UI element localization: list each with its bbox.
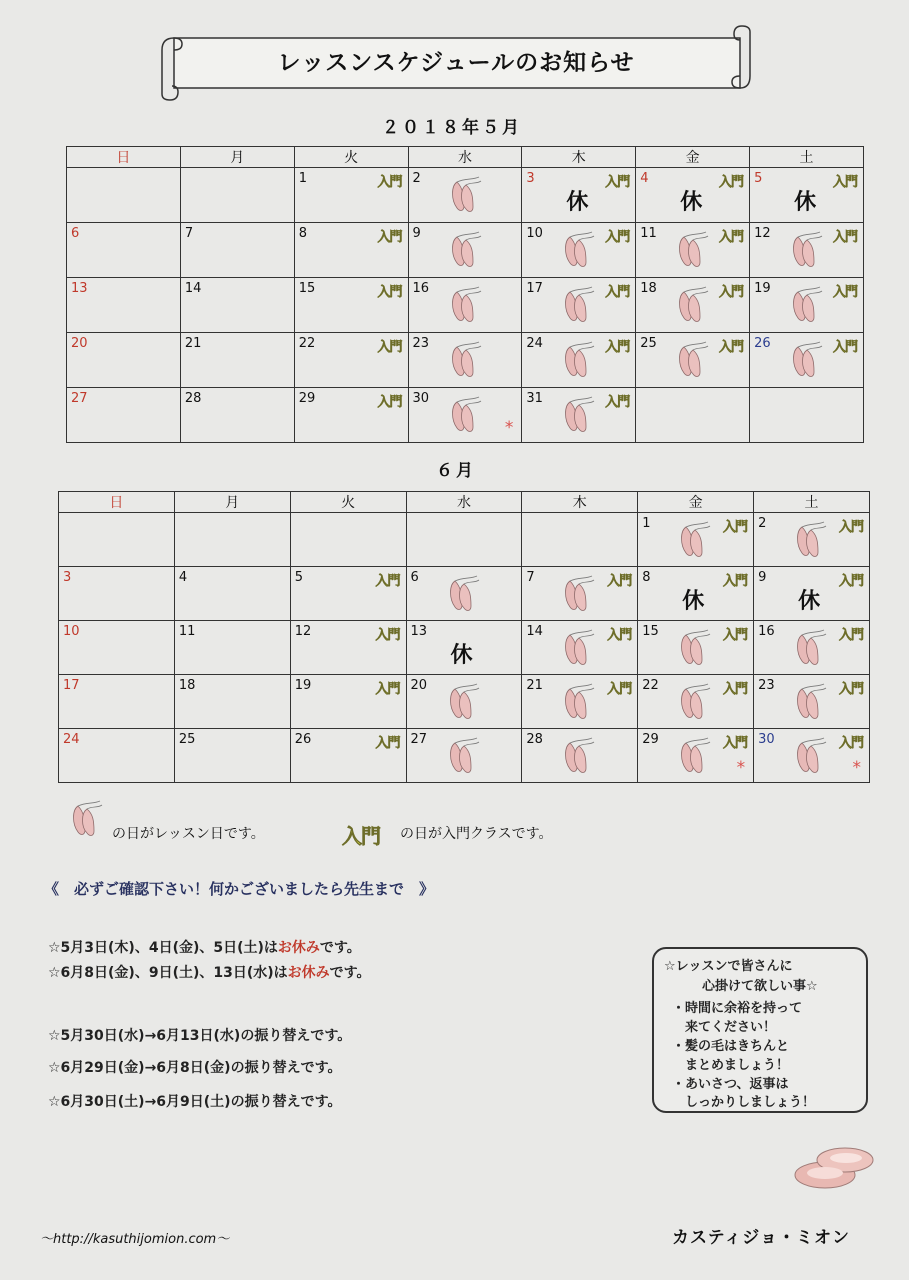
calendar-day-cell [638,513,754,567]
beginner-class-badge: 入門 [605,175,630,190]
calendar-empty-cell [174,513,290,567]
closure-suffix: です。 [329,965,371,981]
weekday-header: 木 [522,147,636,168]
ballet-shoe-icon [790,341,824,379]
weekday-header: 月 [174,492,290,513]
beginner-class-badge: 入門 [723,736,748,751]
calendar-day-cell [67,388,181,443]
beginner-class-badge: 入門 [838,682,863,697]
day-number: 19 [294,678,312,693]
calendar-day-cell [406,675,522,729]
lesson-day-marker [562,737,596,779]
lesson-day-marker [562,341,596,383]
lesson-day-marker [678,629,712,671]
beginner-class-badge: 入門 [377,340,402,355]
lesson-day-marker [447,575,481,617]
calendar-day-cell [290,621,406,675]
day-number: 3 [526,171,535,186]
calendar-day-cell [638,567,754,621]
calendar-day-cell [67,333,181,388]
beginner-class-badge: 入門 [719,175,744,190]
closed-day-mark: 休 [680,190,703,215]
signature: カスティジョ・ミオン [672,1228,850,1248]
calendar-day-cell [180,223,294,278]
may-calendar [66,146,864,443]
beginner-class-badge: 入門 [723,520,748,535]
calendar-day-cell [290,729,406,783]
makeup-day-mark: * [504,418,514,438]
day-number: 10 [63,624,80,639]
beginner-class-badge: 入門 [723,682,748,697]
legend-lesson-text: の日がレッスン日です。 [112,826,265,842]
makeup-line: ☆6月29日(金)→6月8日(金)の振り替えです。 [48,1060,342,1076]
beginner-class-badge: 入門 [607,574,632,589]
ballet-shoe-icon [790,231,824,269]
lesson-day-marker [562,231,596,273]
tips-item: しっかりしましょう！ [672,1095,816,1110]
may-calendar-heading: ２０１８年５月 [382,118,522,138]
closure-suffix: です。 [319,940,361,956]
weekday-header: 月 [180,147,294,168]
day-number: 1 [642,516,651,531]
lesson-day-marker [678,737,712,779]
calendar-day-cell [290,675,406,729]
calendar-day-cell [754,675,870,729]
calendar-day-cell [522,168,636,223]
ballet-shoe-icon [562,341,596,379]
calendar-empty-cell [750,388,864,443]
closure-highlight: お休み [287,965,330,981]
calendar-day-cell [294,168,408,223]
calendar-day-cell [522,278,636,333]
ballet-shoe-icon [449,231,483,269]
day-number: 26 [294,732,312,747]
calendar-day-cell [522,621,638,675]
tips-heading: ☆レッスンで皆さんに [664,959,793,974]
lesson-day-marker [562,629,596,671]
calendar-day-cell [408,223,522,278]
calendar-day-cell [406,567,522,621]
ballet-shoe-icon [562,737,596,775]
ballet-shoe-icon [790,286,824,324]
calendar-day-cell [174,675,290,729]
tips-box [652,947,868,1113]
day-number: 21 [526,678,543,693]
calendar-day-cell [294,278,408,333]
day-number: 14 [526,624,543,639]
ballet-shoe-icon [449,341,483,379]
day-number: 22 [642,678,659,693]
beginner-class-badge: 入門 [723,628,748,643]
calendar-day-cell [180,388,294,443]
weekday-header: 土 [754,492,870,513]
ballet-shoe-icon [562,231,596,269]
ballet-shoe-icon [449,176,483,214]
calendar-day-cell [59,567,175,621]
ballet-shoe-icon [678,683,712,721]
lesson-day-marker [794,521,828,563]
day-number: 30 [412,391,430,406]
day-number: 1 [298,171,307,186]
beginner-class-badge: 入門 [607,682,632,697]
day-number: 19 [754,281,771,296]
day-number: 15 [642,624,659,639]
day-number: 25 [178,732,196,747]
day-number: 23 [412,336,430,351]
calendar-empty-cell [59,513,175,567]
weekday-header: 火 [294,147,408,168]
ballet-shoe-icon [676,231,710,269]
calendar-empty-cell [290,513,406,567]
closed-day-mark: 休 [794,190,817,215]
day-number: 4 [640,171,649,186]
lesson-day-marker [449,341,483,383]
day-number: 3 [63,570,72,585]
day-number: 29 [642,732,659,747]
ballet-shoe-icon [678,521,712,559]
lesson-day-marker [447,737,481,779]
weekday-header: 火 [290,492,406,513]
calendar-day-cell [290,567,406,621]
weekday-header: 土 [750,147,864,168]
calendar-week-row [59,513,870,567]
ballet-shoe-icon [794,521,828,559]
weekday-header: 金 [636,147,750,168]
makeup-day-mark: * [852,758,861,778]
day-number: 18 [178,678,196,693]
calendar-day-cell [638,675,754,729]
calendar-day-cell [522,675,638,729]
weekday-header-row [67,147,864,168]
beginner-class-badge: 入門 [838,520,863,535]
calendar-day-cell [174,567,290,621]
calendar-day-cell [522,333,636,388]
ballet-shoe-icon [794,629,828,667]
beginner-class-badge: 入門 [375,574,400,589]
calendar-day-cell [408,333,522,388]
beginner-class-badge: 入門 [377,230,402,245]
day-number: 9 [758,570,767,585]
ballet-shoe-icon [678,737,712,775]
day-number: 30 [758,732,775,747]
lesson-day-marker [449,286,483,328]
tips-heading: 心掛けて欲しい事☆ [702,979,818,994]
beginner-class-badge: 入門 [719,285,744,300]
day-number: 12 [754,226,771,241]
lesson-day-marker [562,683,596,725]
day-number: 27 [410,732,428,747]
day-number: 2 [412,171,421,186]
day-number: 17 [526,281,543,296]
ballet-shoes-illustration-icon [790,1130,880,1200]
day-number: 4 [178,570,188,585]
weekday-header: 金 [638,492,754,513]
beginner-class-badge: 入門 [607,628,632,643]
beginner-class-badge: 入門 [605,230,630,245]
ballet-shoe-icon [447,737,481,775]
calendar-day-cell [294,388,408,443]
calendar-week-row [59,729,870,783]
weekday-header: 水 [408,147,522,168]
day-number: 2 [758,516,767,531]
weekday-header: 日 [59,492,175,513]
day-number: 25 [640,336,657,351]
calendar-day-cell [59,621,175,675]
calendar-day-cell [638,729,754,783]
day-number: 6 [410,570,419,585]
closure-line [48,962,371,982]
calendar-day-cell [754,513,870,567]
ballet-shoe-icon [676,286,710,324]
ballet-shoe-icon [562,683,596,721]
day-number: 10 [526,226,543,241]
calendar-week-row [67,333,864,388]
day-number: 20 [410,678,428,693]
calendar-day-cell [67,278,181,333]
ballet-shoe-icon [449,396,483,434]
notice-line: 《 必ずご確認下さい！何かございましたら先生まで 》 [44,880,435,898]
day-number: 13 [71,281,88,296]
lesson-day-marker [676,231,710,273]
day-number: 13 [410,624,428,639]
calendar-day-cell [522,223,636,278]
calendar-day-cell [67,223,181,278]
ballet-shoe-icon [562,396,596,434]
day-number: 24 [526,336,543,351]
calendar-day-cell [754,567,870,621]
page-title: レッスンスケジュールのお知らせ [277,50,635,76]
ballet-shoe-icon [676,341,710,379]
calendar-day-cell [406,729,522,783]
day-number: 28 [526,732,543,747]
calendar-day-cell [754,621,870,675]
beginner-class-badge: 入門 [375,628,400,643]
beginner-class-badge: 入門 [838,574,863,589]
beginner-class-badge: 入門 [375,682,400,697]
calendar-day-cell [750,223,864,278]
ballet-shoe-icon [562,575,596,613]
calendar-empty-cell [406,513,522,567]
tips-item: まとめましょう！ [672,1058,790,1073]
calendar-empty-cell [636,388,750,443]
lesson-day-marker [790,231,824,273]
calendar-day-cell [750,333,864,388]
lesson-day-marker [678,521,712,563]
lesson-day-marker [678,683,712,725]
day-number: 18 [640,281,657,296]
beginner-class-badge: 入門 [832,230,857,245]
calendar-week-row [67,278,864,333]
calendar-week-row [59,567,870,621]
day-number: 9 [412,226,421,241]
closed-day-mark: 休 [566,190,589,215]
decorative-shoes [790,1130,880,1204]
calendar-day-cell [522,729,638,783]
calendar-day-cell [638,621,754,675]
legend-lesson-icon [70,800,104,842]
beginner-class-badge: 入門 [838,736,863,751]
closure-text: ☆6月8日(金)、9日(土)、13日(水)は [48,965,288,981]
day-number: 16 [412,281,430,296]
calendar-day-cell [522,388,636,443]
calendar-week-row [59,621,870,675]
lesson-day-marker [447,683,481,725]
day-number: 14 [184,281,202,296]
calendar-day-cell [636,223,750,278]
makeup-line: ☆6月30日(土)→6月9日(土)の振り替えです。 [48,1094,342,1110]
day-number: 11 [178,624,196,639]
beginner-class-badge: 入門 [832,175,857,190]
beginner-class-badge: 入門 [723,574,748,589]
makeup-day-mark: * [736,758,746,778]
beginner-class-badge: 入門 [377,285,402,300]
ballet-shoe-icon [562,629,596,667]
day-number: 29 [298,391,316,406]
beginner-class-badge: 入門 [377,175,402,190]
day-number: 21 [184,336,202,351]
beginner-class-badge: 入門 [832,340,857,355]
closure-highlight: お休み [277,940,320,956]
beginner-class-badge: 入門 [605,285,630,300]
day-number: 7 [184,226,194,241]
lesson-day-marker [794,683,828,725]
calendar-day-cell [750,278,864,333]
day-number: 20 [71,336,88,351]
tips-item: ・時間に余裕を持って [672,1001,803,1016]
calendar-week-row [67,223,864,278]
beginner-class-badge: 入門 [719,230,744,245]
lesson-day-marker [562,286,596,328]
june-calendar-heading: ６月 [436,461,476,481]
title-banner [160,24,752,102]
day-number: 22 [298,336,316,351]
beginner-class-badge: 入門 [832,285,857,300]
calendar-day-cell [59,675,175,729]
day-number: 8 [642,570,651,585]
weekday-header: 日 [67,147,181,168]
calendar-day-cell [408,388,522,443]
tips-item: 来てください！ [672,1020,777,1035]
calendar-day-cell [408,168,522,223]
calendar-week-row [67,168,864,223]
calendar-day-cell [406,621,522,675]
lesson-day-marker [794,737,828,779]
beginner-class-badge: 入門 [375,736,400,751]
day-number: 26 [754,336,771,351]
day-number: 5 [294,570,303,585]
lesson-day-marker [794,629,828,671]
lesson-day-marker [676,341,710,383]
tips-item: ・あいさつ、返事は [672,1077,789,1092]
weekday-header-row [59,492,870,513]
ballet-shoe-icon [447,683,481,721]
ballet-shoe-icon [449,286,483,324]
day-number: 11 [640,226,657,241]
day-number: 24 [63,732,80,747]
legend-beginner-text: の日が入門クラスです。 [400,826,553,842]
day-number: 23 [758,678,775,693]
calendar-day-cell [750,168,864,223]
lesson-day-marker [449,176,483,218]
calendar-day-cell [522,567,638,621]
website-link[interactable]: ～http://kasuthijomion.com～ [40,1232,230,1247]
lesson-day-marker [790,341,824,383]
calendar-week-row [59,675,870,729]
calendar-day-cell [59,729,175,783]
calendar-day-cell [636,168,750,223]
calendar-empty-cell [180,168,294,223]
weekday-header: 木 [522,492,638,513]
ballet-shoe-icon [562,286,596,324]
tips-item: ・髪の毛はきちんと [672,1039,790,1054]
beginner-class-badge: 入門 [719,340,744,355]
calendar-week-row [67,388,864,443]
day-number: 15 [298,281,316,296]
lesson-day-marker [562,396,596,438]
day-number: 7 [526,570,535,585]
legend-beginner-badge: 入門 [342,824,380,848]
closed-day-mark: 休 [450,643,473,668]
closed-day-mark: 休 [682,589,705,614]
calendar-day-cell [754,729,870,783]
day-number: 5 [754,171,763,186]
june-calendar [58,491,870,783]
day-number: 6 [71,226,80,241]
calendar-day-cell [294,223,408,278]
calendar-empty-cell [67,168,181,223]
day-number: 28 [184,391,202,406]
ballet-shoe-icon [794,683,828,721]
closed-day-mark: 休 [798,589,821,614]
calendar-day-cell [294,333,408,388]
calendar-day-cell [636,278,750,333]
calendar-day-cell [174,729,290,783]
lesson-day-marker [449,396,483,438]
lesson-day-marker [676,286,710,328]
closure-line [48,937,361,957]
beginner-class-badge: 入門 [605,395,630,410]
lesson-day-marker [562,575,596,617]
ballet-shoe-icon [447,575,481,613]
calendar-empty-cell [522,513,638,567]
closure-text: ☆5月3日(木)、4日(金)、5日(土)は [48,940,278,956]
calendar-day-cell [180,278,294,333]
lesson-day-marker [449,231,483,273]
ballet-shoe-icon [70,800,104,838]
makeup-line: ☆5月30日(水)→6月13日(水)の振り替えです。 [48,1028,352,1044]
beginner-class-badge: 入門 [838,628,863,643]
calendar-day-cell [174,621,290,675]
calendar-day-cell [636,333,750,388]
ballet-shoe-icon [794,737,828,775]
weekday-header: 水 [406,492,522,513]
day-number: 31 [526,391,543,406]
calendar-day-cell [180,333,294,388]
day-number: 17 [63,678,80,693]
calendar-day-cell [408,278,522,333]
beginner-class-badge: 入門 [377,395,402,410]
day-number: 12 [294,624,312,639]
lesson-day-marker [790,286,824,328]
beginner-class-badge: 入門 [605,340,630,355]
day-number: 8 [298,226,307,241]
day-number: 27 [71,391,88,406]
day-number: 16 [758,624,775,639]
ballet-shoe-icon [678,629,712,667]
